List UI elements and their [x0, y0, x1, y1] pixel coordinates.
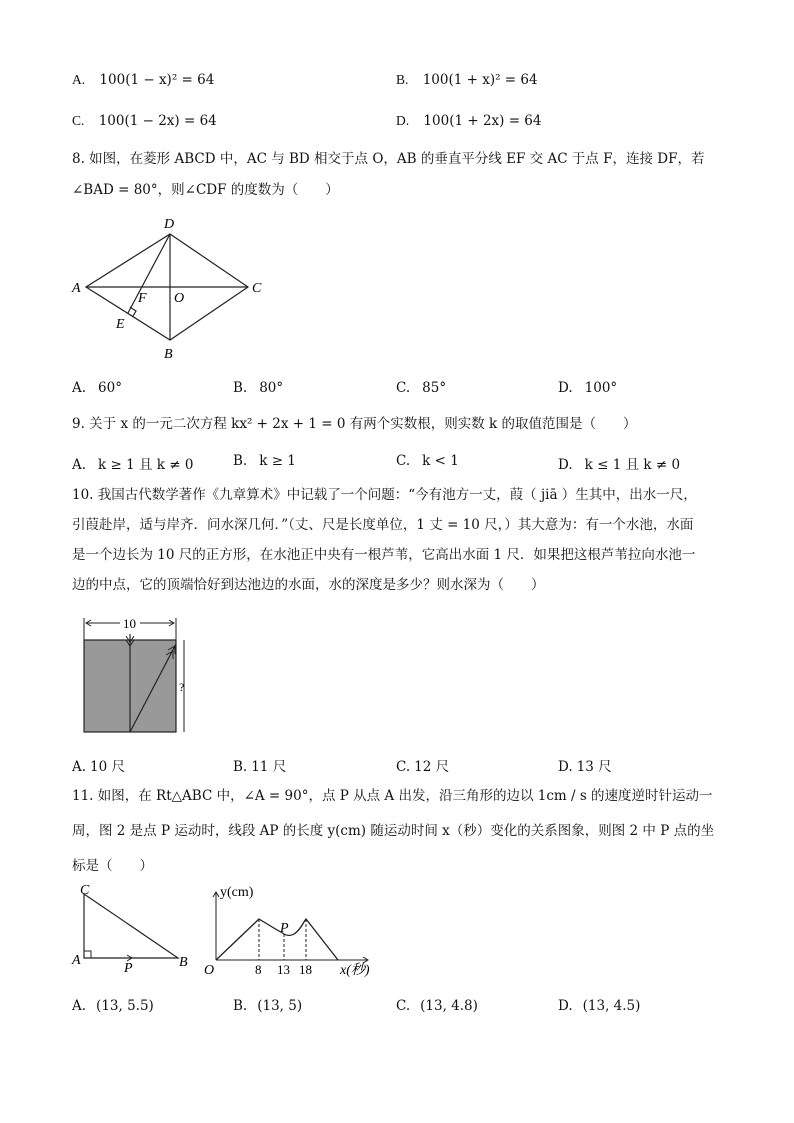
segment-df-e	[128, 234, 170, 313]
depth-label: ?	[179, 680, 185, 694]
q11-option-d[interactable]: D. (13, 4.5)	[558, 998, 641, 1014]
q11-graph-figure	[200, 882, 390, 980]
q7-option-d[interactable]: D. 100(1 + 2x) = 64	[396, 113, 542, 129]
point-p-label: P	[280, 921, 289, 936]
q10-line1: 10. 我国古代数学著作《九章算术》中记载了一个问题：“今有池方一丈，葭（ jiā ）生其中，出水一尺，	[72, 487, 697, 503]
label-p: P	[124, 961, 133, 976]
q10-pond-figure	[76, 612, 206, 742]
label-a: A	[72, 281, 81, 296]
q11-option-a[interactable]: A. (13, 5.5)	[72, 998, 154, 1014]
q11-line3: 标是（ ）	[72, 858, 153, 874]
origin-label: O	[204, 963, 215, 978]
q9-option-d[interactable]: D. k ≤ 1 且 k ≠ 0	[558, 457, 681, 473]
label-b: B	[164, 347, 173, 362]
q10-option-d[interactable]: D. 13 尺	[558, 759, 612, 775]
tick-13: 13	[277, 962, 290, 977]
x-axis-label: x(秒)	[340, 963, 370, 978]
q11-option-b[interactable]: B. (13, 5)	[233, 998, 303, 1014]
label-e: E	[116, 317, 125, 332]
triangle-abc	[84, 894, 178, 958]
q11-line2: 周，图 2 是点 P 运动时，线段 AP 的长度 y(cm) 随运动时间 x（秒）变化的关系图象，则图 2 中 P 点的坐	[72, 823, 715, 839]
q7-option-a[interactable]: A. 100(1 − x)² = 64	[72, 72, 215, 88]
q9-option-b[interactable]: B. k ≥ 1	[233, 453, 296, 469]
ap-curve	[216, 919, 338, 960]
width-label: 10	[123, 616, 136, 631]
y-axis-label: y(cm)	[220, 885, 254, 900]
label-b: B	[179, 955, 188, 970]
label-f: F	[138, 291, 147, 306]
q10-option-b[interactable]: B. 11 尺	[233, 759, 287, 775]
tick-8: 8	[255, 962, 262, 977]
q9-option-a[interactable]: A. k ≥ 1 且 k ≠ 0	[72, 457, 194, 473]
q10-line2: 引葭赴岸，适与岸齐．问水深几何．”（丈、尺是长度单位，1 丈 = 10 尺，）其大意为：有一个水池，水面	[72, 517, 694, 533]
label-c: C	[80, 883, 90, 898]
label-a: A	[72, 953, 81, 968]
q9-stem: 9. 关于 x 的一元二次方程 kx² + 2x + 1 = 0 有两个实数根，则实数 k 的取值范围是（ ）	[72, 416, 637, 432]
q10-line4: 边的中点，它的顶端恰好到达池边的水面，水的深度是多少？则水深为（ ）	[72, 577, 545, 593]
q11-line1: 11. 如图，在 Rt△ABC 中，∠A = 90°，点 P 从点 A 出发，沿三角形的边以 1cm / s 的速度逆时针运动一	[72, 788, 713, 804]
q11-option-c[interactable]: C. (13, 4.8)	[396, 998, 478, 1014]
q10-option-c[interactable]: C. 12 尺	[396, 759, 450, 775]
q10-option-a[interactable]: A. 10 尺	[72, 759, 126, 775]
tick-18: 18	[299, 962, 312, 977]
q8-option-c[interactable]: C. 85°	[396, 380, 447, 396]
q9-option-c[interactable]: C. k < 1	[396, 453, 459, 469]
q8-stem-line2: ∠BAD = 80°，则∠CDF 的度数为（ ）	[72, 182, 339, 198]
q8-option-a[interactable]: A. 60°	[72, 380, 122, 396]
q7-option-c[interactable]: C. 100(1 − 2x) = 64	[72, 113, 217, 129]
q11-triangle-figure	[66, 882, 206, 977]
q8-option-b[interactable]: B. 80°	[233, 380, 284, 396]
label-o: O	[174, 291, 185, 306]
q10-line3: 是一个边长为 10 尺的正方形，在水池正中央有一根芦苇，它高出水面 1 尺．如果把这根芦苇拉向水池一	[72, 547, 696, 563]
q8-option-d[interactable]: D. 100°	[558, 380, 618, 396]
q7-option-b[interactable]: B. 100(1 + x)² = 64	[396, 72, 538, 88]
label-c: C	[252, 281, 262, 296]
label-d: D	[164, 217, 175, 232]
right-angle-mark-a	[84, 951, 91, 958]
q8-rhombus-figure	[66, 212, 276, 364]
q8-stem-line1: 8. 如图，在菱形 ABCD 中，AC 与 BD 相交于点 O，AB 的垂直平分线 EF 交 AC 于点 F，连接 DF，若	[72, 151, 705, 167]
